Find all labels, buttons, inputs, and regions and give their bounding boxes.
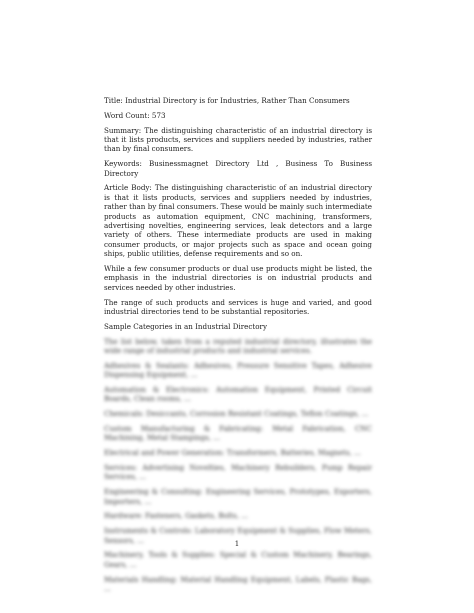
body-paragraph-2: While a few consumer products or dual use products might be listed, the emphasis in the industrial directories is on industrial products and services needed by other industries. (104, 264, 372, 292)
blurred-paragraph: The list below, taken from a reputed industrial directory, illustrates the wide range of industrial products and industrial services. (104, 336, 372, 356)
section-heading: Sample Categories in an Industrial Directory (104, 321, 267, 331)
blurred-category-item: Automation & Electronics: Automation Equipment, Printed Circuit Boards, Clean rooms, ... (104, 385, 372, 404)
page-number: 1 (234, 540, 240, 548)
blurred-category-item: Engineering & Consulting: Engineering Services, Prototypes, Exporters, Importers, ... (104, 487, 372, 506)
blurred-category-item: Hardware: Fasteners, Gaskets, Bolts, ... (104, 511, 249, 521)
article-body-paragraph: Article Body: The distinguishing characteristic of an industrial directory is that it lists products, services and suppliers needed by industries, rather than by final consumers. These would be mainly such intermediate products as automation equipment, CNC machining, transformers, advertising novelties, engineering services, leak detectors and a large variety of others. These intermediate products are used in making consumer products, or major projects such as space and ocean going ships, public utilities, defense requirements and so on. (104, 183, 372, 259)
blurred-category-item: Chemicals: Desiccants, Corrosion Resistant Coatings, Teflon Coatings, ... (104, 409, 369, 419)
word-count-line: Word Count: 573 (104, 110, 166, 120)
keywords-line: Keywords: Businessmagnet Directory Ltd , Business To Business Directory (104, 159, 372, 178)
blurred-category-item: Instruments & Controls: Laboratory Equipment & Supplies, Flow Meters, Sensors, ... (104, 526, 372, 545)
document-page (104, 96, 372, 599)
summary-paragraph: Summary: The distinguishing characteristic of an industrial directory is that it lists products, services and suppliers needed by industries, rather than by final consumers. (104, 125, 372, 154)
body-paragraph-3: The range of such products and services is huge and varied, and good industrial directories tend to be substantial repositories. (104, 297, 372, 317)
blurred-category-item: Custom Manufacturing & Fabricating: Metal Fabrication, CNC Machining, Metal Stampings, ... (104, 424, 372, 443)
document-title-line: Title: Industrial Directory is for Industries, Rather Than Consumers (104, 96, 350, 105)
blurred-category-item: Adhesives & Sealants: Adhesives, Pressure Sensitive Tapes, Adhesive Dispensing Equipment, ... (104, 360, 372, 380)
blurred-category-item: Electrical and Power Generation: Transformers, Batteries, Magnets, ... (104, 448, 361, 458)
blurred-category-item: Services: Advertising Novelties, Machinery Rebuilders, Pump Repair Services, ... (104, 463, 372, 482)
blurred-category-item: Machinery, Tools & Supplies: Special & Custom Machinery, Bearings, Gears, ... (104, 550, 372, 569)
blurred-category-item: Materials Handling: Material Handling Equipment, Labels, Plastic Bags, ... (104, 574, 372, 594)
